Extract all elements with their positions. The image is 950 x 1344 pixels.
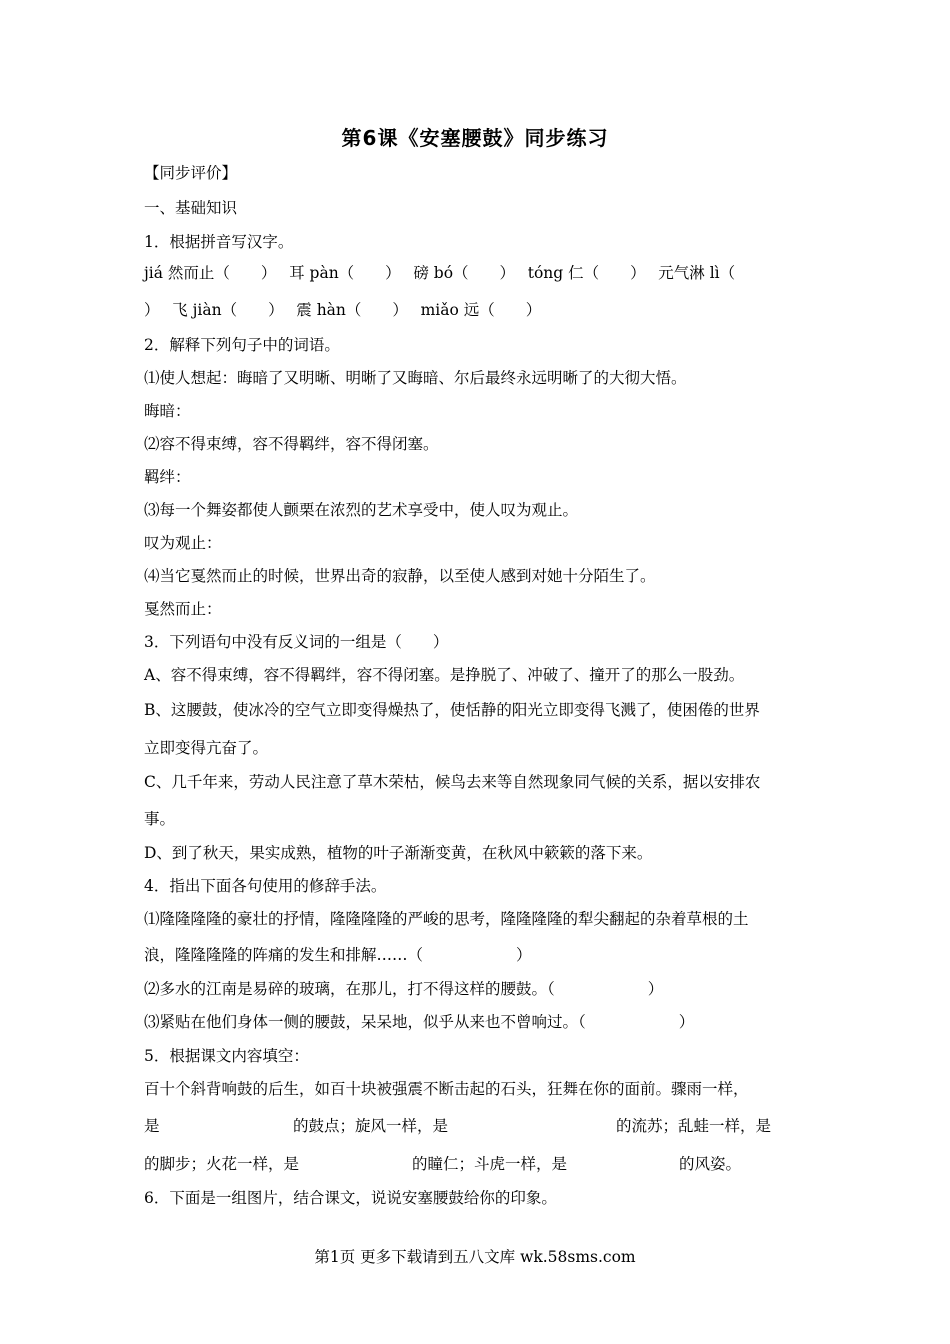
- q3-prompt: 3．下列语句中没有反义词的一组是（ ）: [144, 633, 449, 651]
- q1-line-1: jiá 然而止（ ） 耳 pàn（ ） 磅 bó（ ） tóng 仁（ ） 元气淋 lì（: [144, 264, 736, 282]
- q2-sentence-1: ⑴使人想起：晦暗了又明晰、明晰了又晦暗、尔后最终永远明晰了的大彻大悟。: [144, 369, 687, 387]
- q5-line-3-part-a: 的脚步；火花一样，是: [144, 1155, 300, 1173]
- q2-sentence-4: ⑷当它戛然而止的时候，世界出奇的寂静，以至使人感到对她十分陌生了。: [144, 567, 656, 585]
- page-title: 第6课《安塞腰鼓》同步练习: [341, 126, 609, 150]
- q2-sentence-2: ⑵容不得束缚，容不得羁绊，容不得闭塞。: [144, 435, 439, 453]
- q2-word-1: 晦暗：: [144, 402, 191, 420]
- section-heading: 【同步评价】: [144, 164, 238, 182]
- q2-word-2: 羁绊：: [144, 468, 191, 486]
- q5-line-3-part-b: 的瞳仁；斗虎一样，是: [412, 1155, 568, 1173]
- q3-option-d: D、到了秋天，果实成熟，植物的叶子渐渐变黄，在秋风中簌簌的落下来。: [144, 844, 653, 862]
- q4-prompt: 4．指出下面各句使用的修辞手法。: [144, 877, 387, 895]
- q5-line-2-part-b: 的鼓点；旋风一样，是: [293, 1117, 449, 1135]
- q5-prompt: 5．根据课文内容填空：: [144, 1047, 309, 1065]
- q6-prompt: 6．下面是一组图片，结合课文，说说安塞腰鼓给你的印象。: [144, 1189, 557, 1207]
- q2-word-4: 戛然而止：: [144, 600, 222, 618]
- q3-option-b-line-1: B、这腰鼓，使冰冷的空气立即变得燥热了，使恬静的阳光立即变得飞溅了，使困倦的世界: [144, 701, 760, 719]
- q3-option-c-line-2: 事。: [144, 810, 176, 828]
- q5-line-2-part-c: 的流苏；乱蛙一样，是: [616, 1117, 772, 1135]
- q2-prompt: 2．解释下列句子中的词语。: [144, 336, 340, 354]
- q5-line-3-part-c: 的风姿。: [679, 1155, 742, 1173]
- q3-option-b-line-2: 立即变得亢奋了。: [144, 739, 269, 757]
- q1-line-2: ） 飞 jiàn（ ） 震 hàn（ ） miǎo 远（ ）: [144, 301, 542, 319]
- q2-word-3: 叹为观止：: [144, 534, 222, 552]
- part-heading: 一、基础知识: [144, 199, 238, 217]
- q4-sentence-1b: 浪，隆隆隆隆的阵痛的发生和排解……（ ）: [144, 946, 532, 964]
- q2-sentence-3: ⑶每一个舞姿都使人颤栗在浓烈的艺术享受中，使人叹为观止。: [144, 501, 579, 519]
- q5-line-1: 百十个斜背响鼓的后生，如百十块被强震不断击起的石头，狂舞在你的面前。骤雨一样，: [144, 1080, 749, 1098]
- q4-sentence-2: ⑵多水的江南是易碎的玻璃，在那儿，打不得这样的腰鼓。（ ）: [144, 980, 664, 998]
- q4-sentence-1a: ⑴隆隆隆隆的豪壮的抒情，隆隆隆隆的严峻的思考，隆隆隆隆的犁尖翻起的杂着草根的土: [144, 910, 749, 928]
- page-footer: 第1页 更多下载请到五八文库 wk.58sms.com: [314, 1248, 636, 1266]
- q5-line-2-part-a: 是: [144, 1117, 160, 1135]
- q3-option-a: A、容不得束缚，容不得羁绊，容不得闭塞。是挣脱了、冲破了、撞开了的那么一股劲。: [144, 666, 745, 684]
- q4-sentence-3: ⑶紧贴在他们身体一侧的腰鼓，呆呆地，似乎从来也不曾响过。（ ）: [144, 1013, 695, 1031]
- q1-prompt: 1．根据拼音写汉字。: [144, 233, 294, 251]
- q3-option-c-line-1: C、几千年来，劳动人民注意了草木荣枯，候鸟去来等自然现象同气候的关系，据以安排农: [144, 773, 761, 791]
